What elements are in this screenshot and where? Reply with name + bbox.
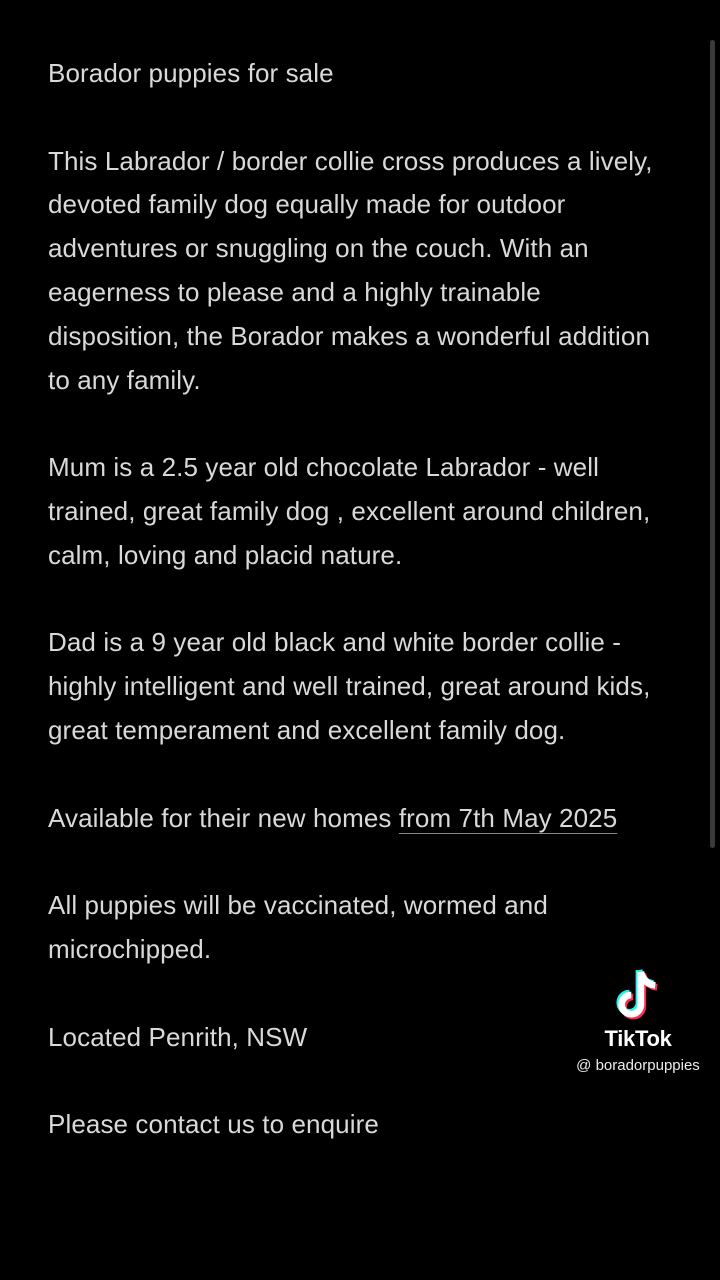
contact-paragraph: Please contact us to enquire xyxy=(48,1109,379,1140)
scrollbar[interactable] xyxy=(710,40,715,848)
location-paragraph: Located Penrith, NSW xyxy=(48,1021,308,1052)
availability-text: Available for their new homes xyxy=(48,802,399,833)
tiktok-logo-icon xyxy=(615,968,661,1022)
tiktok-brand-label: TikTok xyxy=(604,1026,672,1051)
available-date-link[interactable]: from 7th May 2025 xyxy=(398,802,618,833)
dad-paragraph: Dad is a 9 year old black and white border collie - highly intelligent and well trained, great around kids, great temperament and excellent family dog. xyxy=(48,627,651,745)
mum-paragraph: Mum is a 2.5 year old chocolate Labrador - well trained, great family dog , excellent around children, calm, loving and placid nature. xyxy=(48,452,651,570)
tiktok-handle: @ boradorpuppies xyxy=(576,1057,700,1074)
tiktok-watermark xyxy=(560,968,716,1078)
intro-paragraph: This Labrador / border collie cross produces a lively, devoted family dog equally made for outdoor adventures or snuggling on the couch. With an eagerness to please and a highly trainable disposition, the Borador makes a wonderful addition to any family. xyxy=(48,145,653,395)
vaccination-paragraph: All puppies will be vaccinated, wormed and microchipped. xyxy=(48,890,548,964)
post-title: Borador puppies for sale xyxy=(48,58,334,88)
availability-paragraph xyxy=(48,797,678,841)
